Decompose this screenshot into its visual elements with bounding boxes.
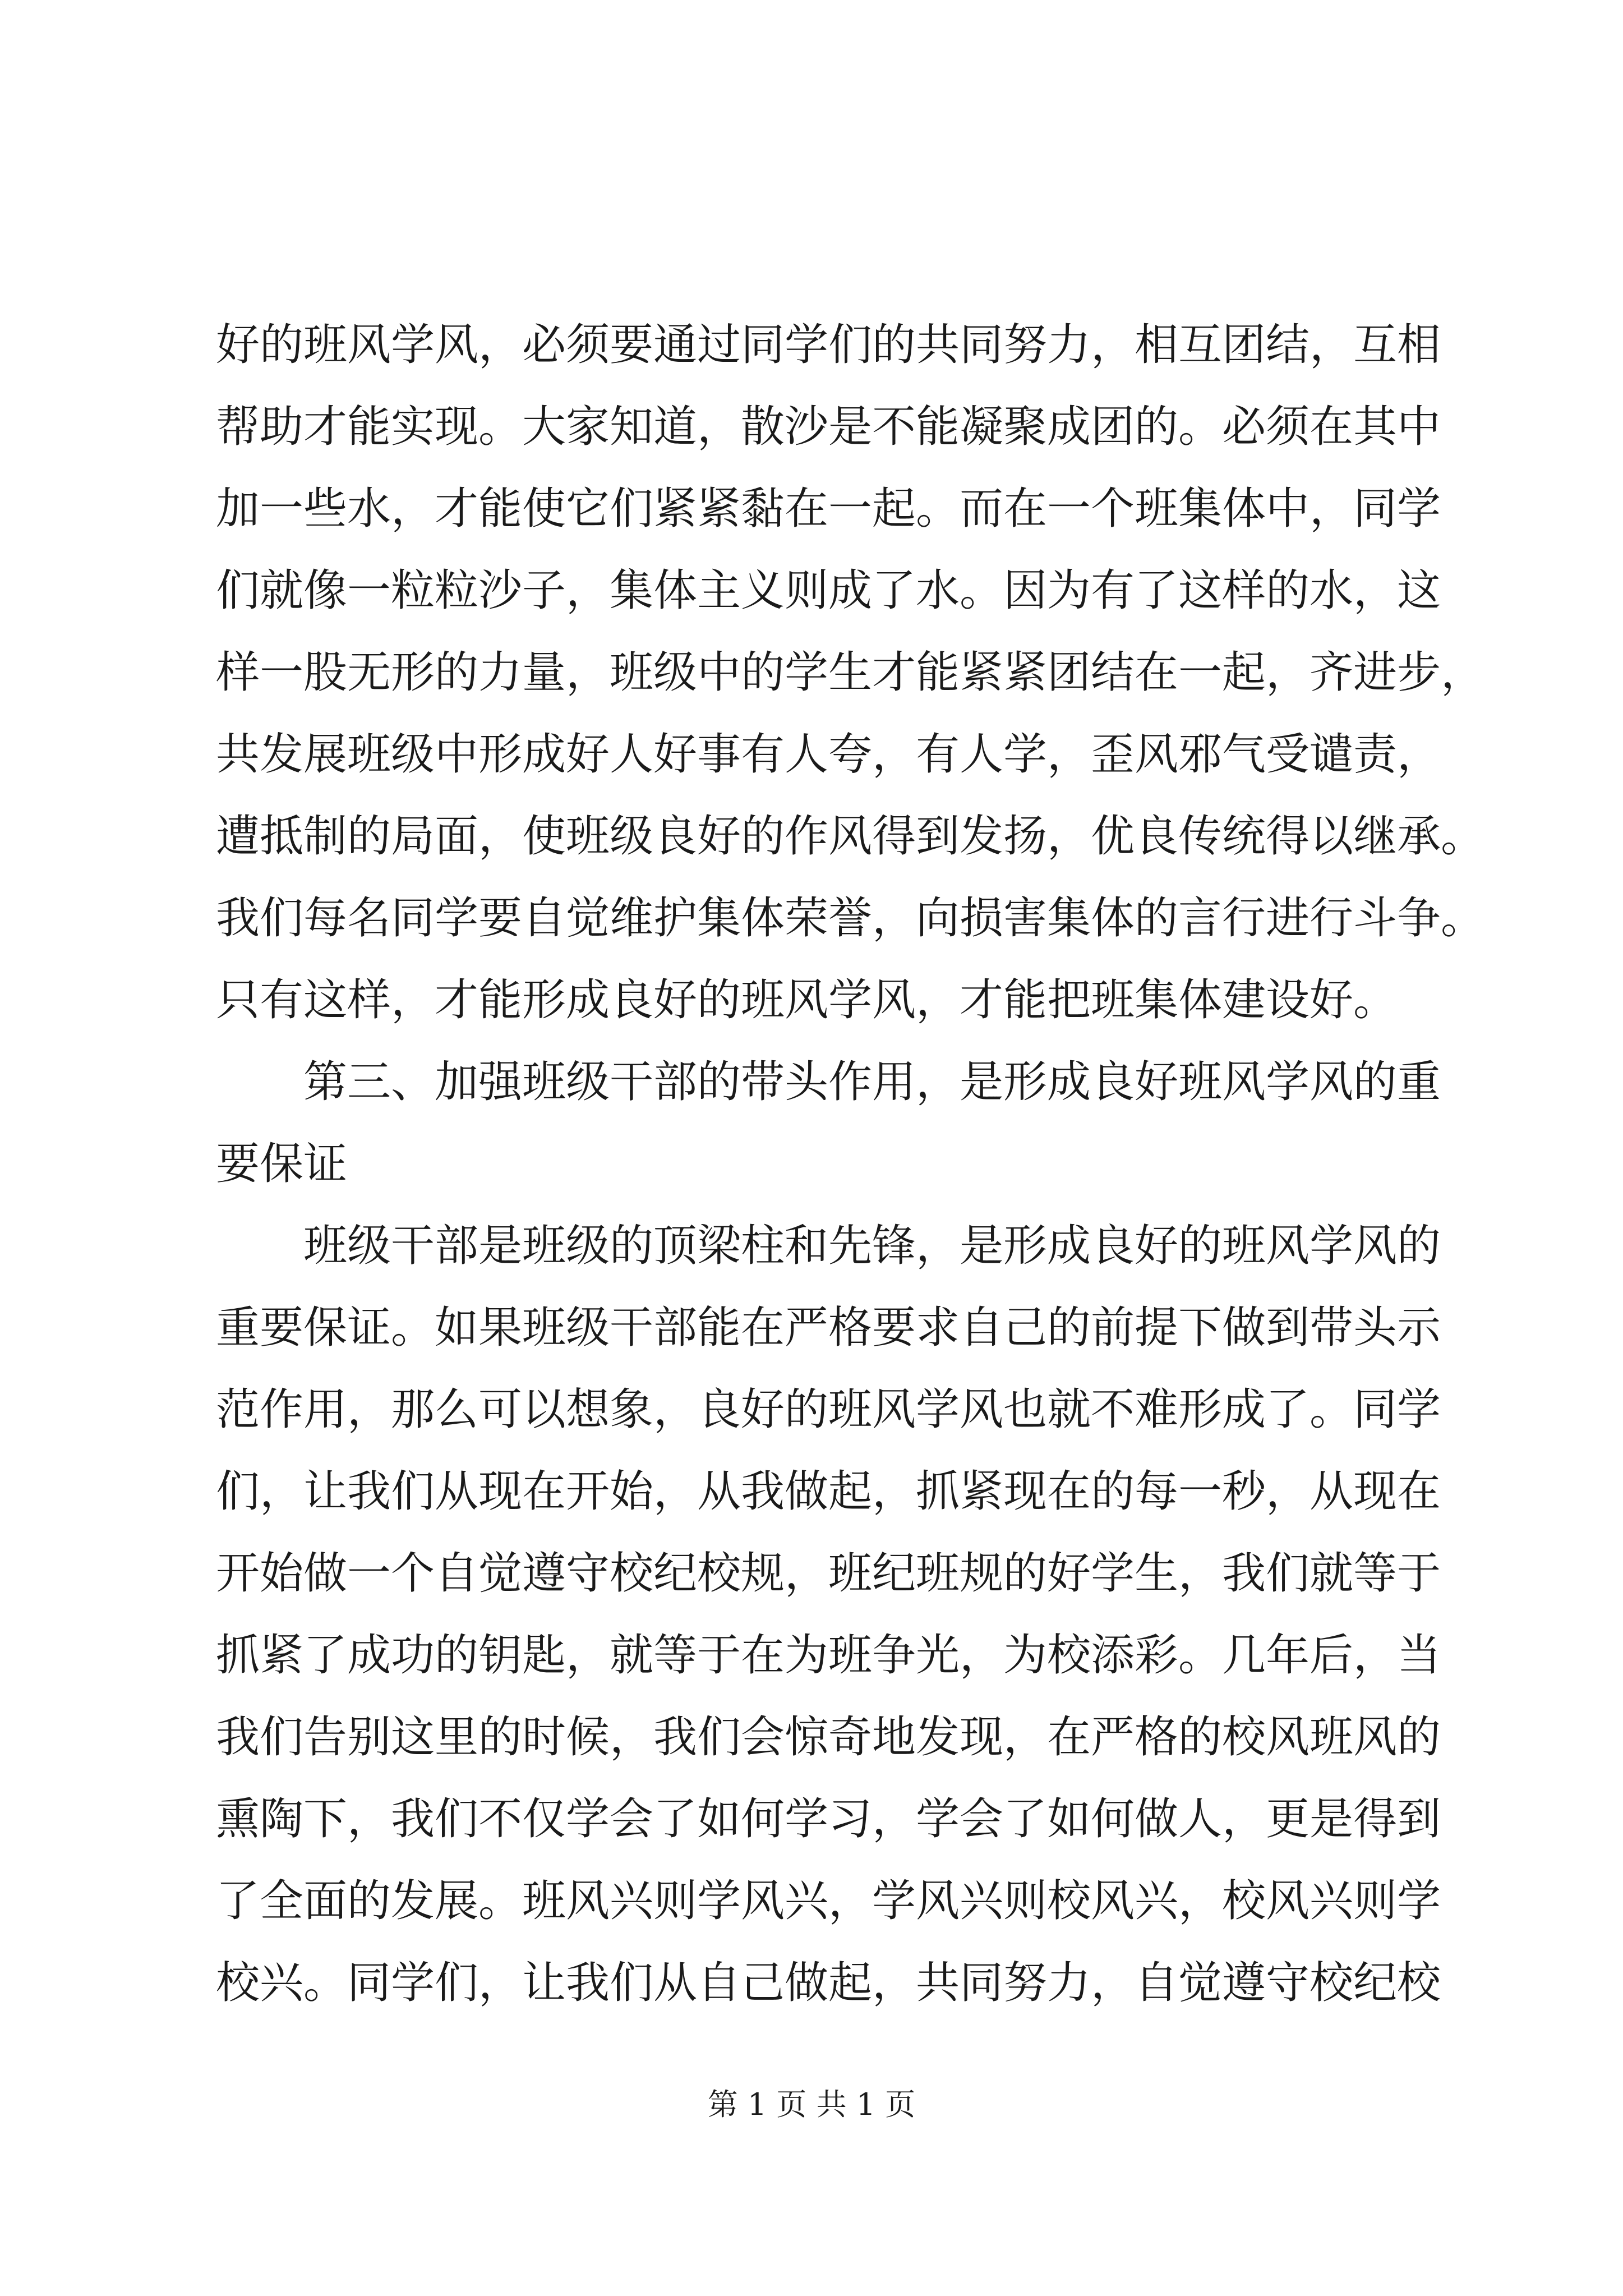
text-line: 好的班风学风，必须要通过同学们的共同努力，相互团结，互相 (216, 320, 1441, 370)
text-line: 们就像一粒粒沙子，集体主义则成了水。因为有了这样的水，这 (216, 565, 1441, 616)
text-line: 校兴。同学们，让我们从自己做起，共同努力，自觉遵守校纪校 (216, 1958, 1441, 2008)
text-line: 共发展班级中形成好人好事有人夸，有人学，歪风邪气受谴责， (216, 729, 1441, 780)
text-line: 我们每名同学要自觉维护集体荣誉，向损害集体的言行进行斗争。 (216, 893, 1485, 944)
text-line: 范作用，那么可以想象，良好的班风学风也就不难形成了。同学 (216, 1384, 1441, 1435)
text-line: 抓紧了成功的钥匙，就等于在为班争光，为校添彩。几年后，当 (216, 1630, 1441, 1681)
text-line: 重要保证。如果班级干部能在严格要求自己的前提下做到带头示 (216, 1303, 1441, 1353)
text-line: 样一股无形的力量，班级中的学生才能紧紧团结在一起，齐进步， (216, 647, 1485, 698)
text-line: 了全面的发展。班风兴则学风兴，学风兴则校风兴，校风兴则学 (216, 1876, 1441, 1926)
page-footer: 第 1 页 共 1 页 (707, 2087, 916, 2122)
text-line: 遭抵制的局面，使班级良好的作风得到发扬，优良传统得以继承。 (216, 811, 1485, 862)
text-line: 第三、加强班级干部的带头作用，是形成良好班风学风的重 (303, 1057, 1441, 1107)
text-line: 加一些水，才能使它们紧紧黏在一起。而在一个班集体中，同学 (216, 484, 1441, 534)
text-line: 们，让我们从现在开始，从我做起，抓紧现在的每一秒，从现在 (216, 1466, 1441, 1517)
text-line: 只有这样，才能形成良好的班风学风，才能把班集体建设好。 (216, 975, 1398, 1025)
text-line: 我们告别这里的时候，我们会惊奇地发现，在严格的校风班风的 (216, 1712, 1441, 1763)
text-line: 要保证 (216, 1139, 348, 1189)
text-line: 熏陶下，我们不仅学会了如何学习，学会了如何做人，更是得到 (216, 1794, 1441, 1844)
text-line: 帮助才能实现。大家知道，散沙是不能凝聚成团的。必须在其中 (216, 402, 1441, 452)
text-line: 班级干部是班级的顶梁柱和先锋，是形成良好的班风学风的 (303, 1221, 1441, 1271)
text-line: 开始做一个自觉遵守校纪校规，班纪班规的好学生，我们就等于 (216, 1548, 1441, 1599)
